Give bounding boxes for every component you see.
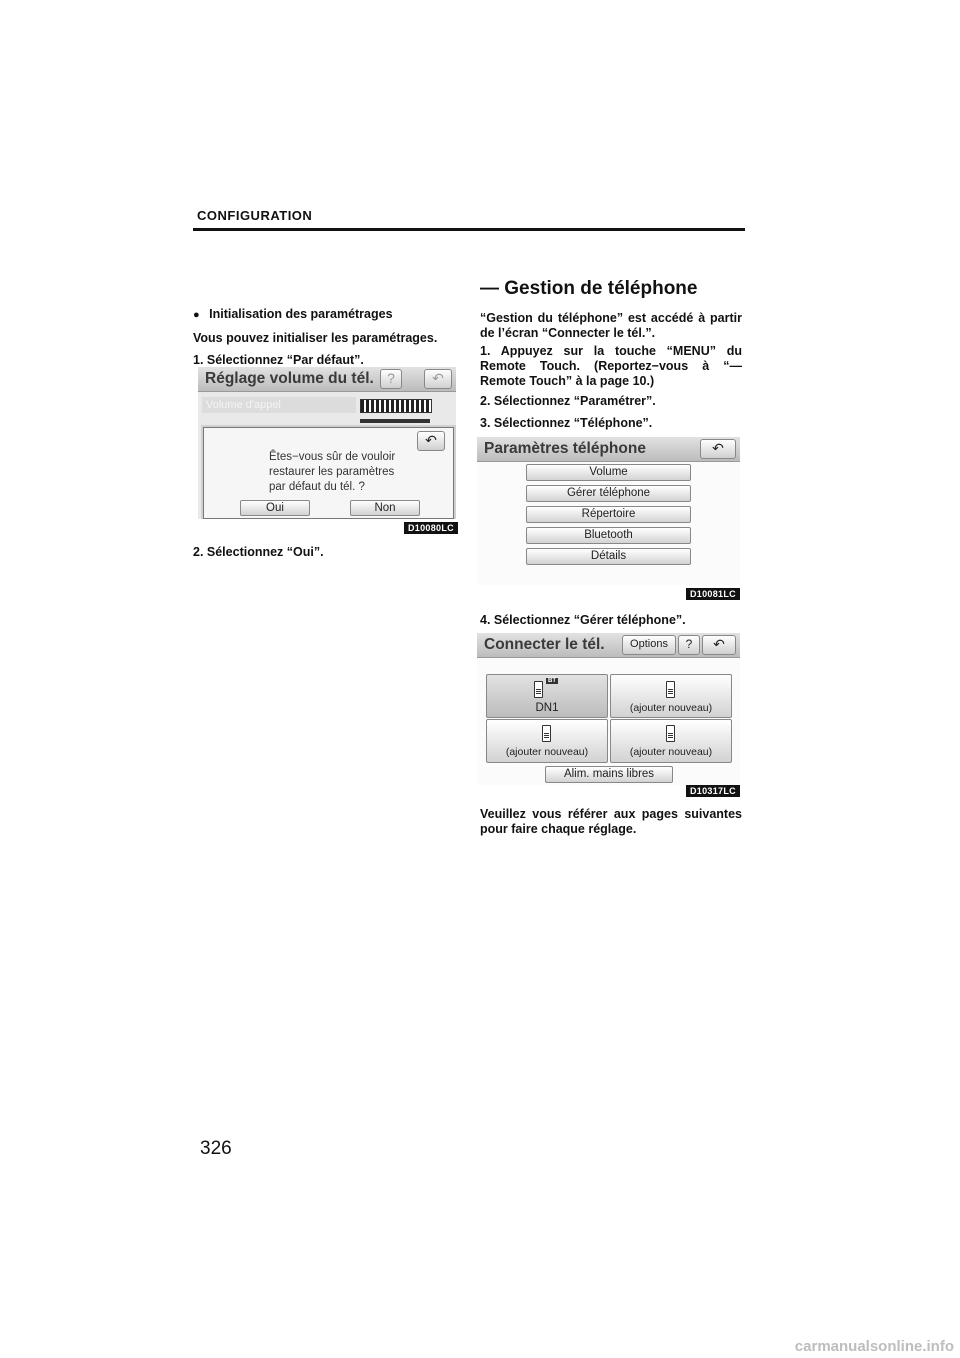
menu-item-details[interactable]: Détails — [526, 548, 691, 565]
right-intro: “Gestion du téléphone” est accédé à partir de l’écran “Connecter le tél.”. — [480, 311, 742, 340]
dialog-message — [269, 450, 395, 495]
bullet-icon: ● — [193, 309, 200, 321]
yes-button[interactable]: Oui — [240, 500, 310, 516]
options-button[interactable]: Options — [622, 635, 676, 655]
header-rule — [193, 228, 745, 231]
titlebar — [477, 437, 740, 462]
phone-icon — [534, 681, 543, 698]
phone-slot-3[interactable] — [486, 719, 608, 763]
right-step-3: 3. Sélectionnez “Téléphone”. — [480, 416, 653, 430]
phone-icon — [666, 725, 675, 742]
slot-label: (ajouter nouveau) — [505, 746, 589, 758]
page-heading: — Gestion de téléphone — [480, 278, 698, 299]
step-2: 2. Sélectionnez “Oui”. — [193, 545, 324, 559]
titlebar — [477, 633, 740, 658]
confirm-dialog — [203, 427, 454, 519]
slot-label: (ajouter nouveau) — [629, 702, 713, 714]
figure-phone-settings — [477, 437, 740, 585]
figure-code: D10081LC — [686, 588, 740, 600]
screen-title: Paramètres téléphone — [484, 440, 646, 457]
step-1: 1. Sélectionnez “Par défaut”. — [193, 353, 364, 367]
menu-item-bluetooth[interactable]: Bluetooth — [526, 527, 691, 544]
menu-item-manage-phone[interactable]: Gérer téléphone — [526, 485, 691, 502]
figure-code: D10080LC — [404, 522, 458, 534]
dialog-back-icon[interactable]: ↶ — [417, 431, 445, 451]
intro-text: Vous pouvez initialiser les paramétrages. — [193, 331, 438, 345]
slot-label: DN1 — [535, 702, 559, 714]
volume-level-bar-2 — [360, 419, 430, 423]
phone-slot-2[interactable] — [610, 674, 732, 718]
phone-slot-4[interactable] — [610, 719, 732, 763]
figure-connect-phone — [477, 633, 740, 785]
screen-title: Connecter le tél. — [484, 636, 605, 653]
figure-code: D10317LC — [686, 785, 740, 797]
section-title: CONFIGURATION — [197, 208, 313, 223]
dialog-line-1: Êtes−vous sûr de vouloir — [269, 451, 396, 463]
screen-title: Réglage volume du tél. — [205, 370, 374, 387]
titlebar — [198, 367, 456, 392]
help-button-disabled: ? — [380, 369, 402, 389]
back-icon-disabled: ↶ — [424, 369, 452, 389]
subheading: Initialisation des paramétrages — [209, 307, 393, 321]
right-outro: Veuillez vous référer aux pages suivantes pour faire chaque réglage. — [480, 807, 742, 836]
watermark: carmanualsonline.info — [794, 1338, 954, 1355]
blurred-list-item: Volume d'appel — [202, 397, 356, 413]
menu-item-volume[interactable]: Volume — [526, 464, 691, 481]
phone-icon — [542, 725, 551, 742]
phone-slot-1[interactable] — [486, 674, 608, 718]
no-button[interactable]: Non — [350, 500, 420, 516]
bluetooth-badge: BT — [548, 678, 556, 684]
volume-level-bar — [360, 399, 432, 413]
phone-icon — [666, 681, 675, 698]
dialog-line-2: restaurer les paramètres — [269, 466, 395, 478]
dialog-line-3: par défaut du tél. ? — [269, 481, 365, 493]
page-number: 326 — [200, 1138, 232, 1159]
subheading-row — [193, 307, 393, 323]
figure-volume-reset — [198, 367, 456, 519]
back-icon[interactable]: ↶ — [700, 439, 736, 459]
right-step-4: 4. Sélectionnez “Gérer téléphone”. — [480, 613, 686, 627]
right-step-2: 2. Sélectionnez “Paramétrer”. — [480, 394, 656, 408]
right-step-1: 1. Appuyez sur la touche “MENU” du Remote Touch. (Reportez−vous à “— Remote Touch” à la page 10.) — [480, 344, 742, 388]
menu-item-phonebook[interactable]: Répertoire — [526, 506, 691, 523]
handsfree-power-button[interactable]: Alim. mains libres — [545, 766, 673, 783]
slot-label: (ajouter nouveau) — [629, 746, 713, 758]
back-icon[interactable]: ↶ — [702, 635, 736, 655]
help-button[interactable]: ? — [678, 635, 700, 655]
